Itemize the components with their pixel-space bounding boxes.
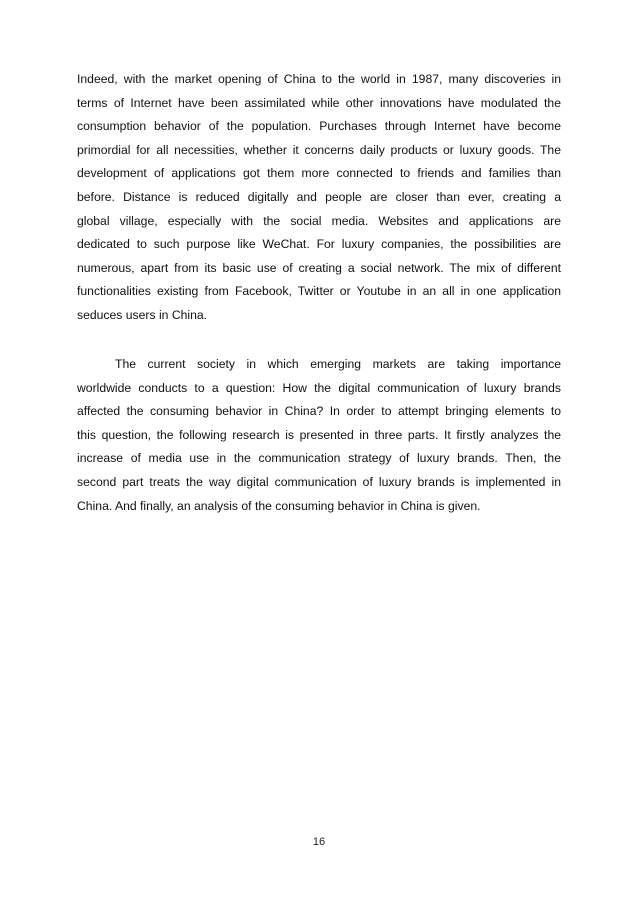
text-line: terms of Internet have been assimilated while other innovations have modulated the [77,95,561,110]
paragraph-research-question [77,353,561,518]
paragraph-intro [77,68,561,328]
text-line: affected the consuming behavior in China? In order to attempt bringing elements to [77,404,561,419]
text-line: seduces users in China. [77,307,208,322]
text-line: China. And finally, an analysis of the consuming behavior in China is given. [77,498,481,513]
text-line: before. Distance is reduced digitally and people are closer than ever, creating a [77,189,561,204]
page-number: 16 [312,836,326,848]
text-line: increase of media use in the communication strategy of luxury brands. Then, the [77,451,561,466]
text-line: second part treats the way digital communication of luxury brands is implemented in [77,474,561,489]
text-line: primordial for all necessities, whether it concerns daily products or luxury goods. The [77,142,561,157]
text-line: worldwide conducts to a question: How the digital communication of luxury brands [77,380,561,395]
text-line: Indeed, with the market opening of China to the world in 1987, many discoveries in [77,72,561,86]
text-line: The current society in which emerging markets are taking importance [115,357,561,371]
text-line: global village, especially with the social media. Websites and applications are [77,213,561,228]
text-line: numerous, apart from its basic use of creating a social network. The mix of different [77,260,561,275]
text-line: functionalities existing from Facebook, Twitter or Youtube in an all in one application [77,284,561,299]
text-line: dedicated to such purpose like WeChat. For luxury companies, the possibilities are [77,237,561,252]
text-line: consumption behavior of the population. Purchases through Internet have become [77,119,561,134]
text-line: this question, the following research is presented in three parts. It firstly analyzes the [77,427,561,442]
text-line: development of applications got them more connected to friends and families than [77,166,561,181]
